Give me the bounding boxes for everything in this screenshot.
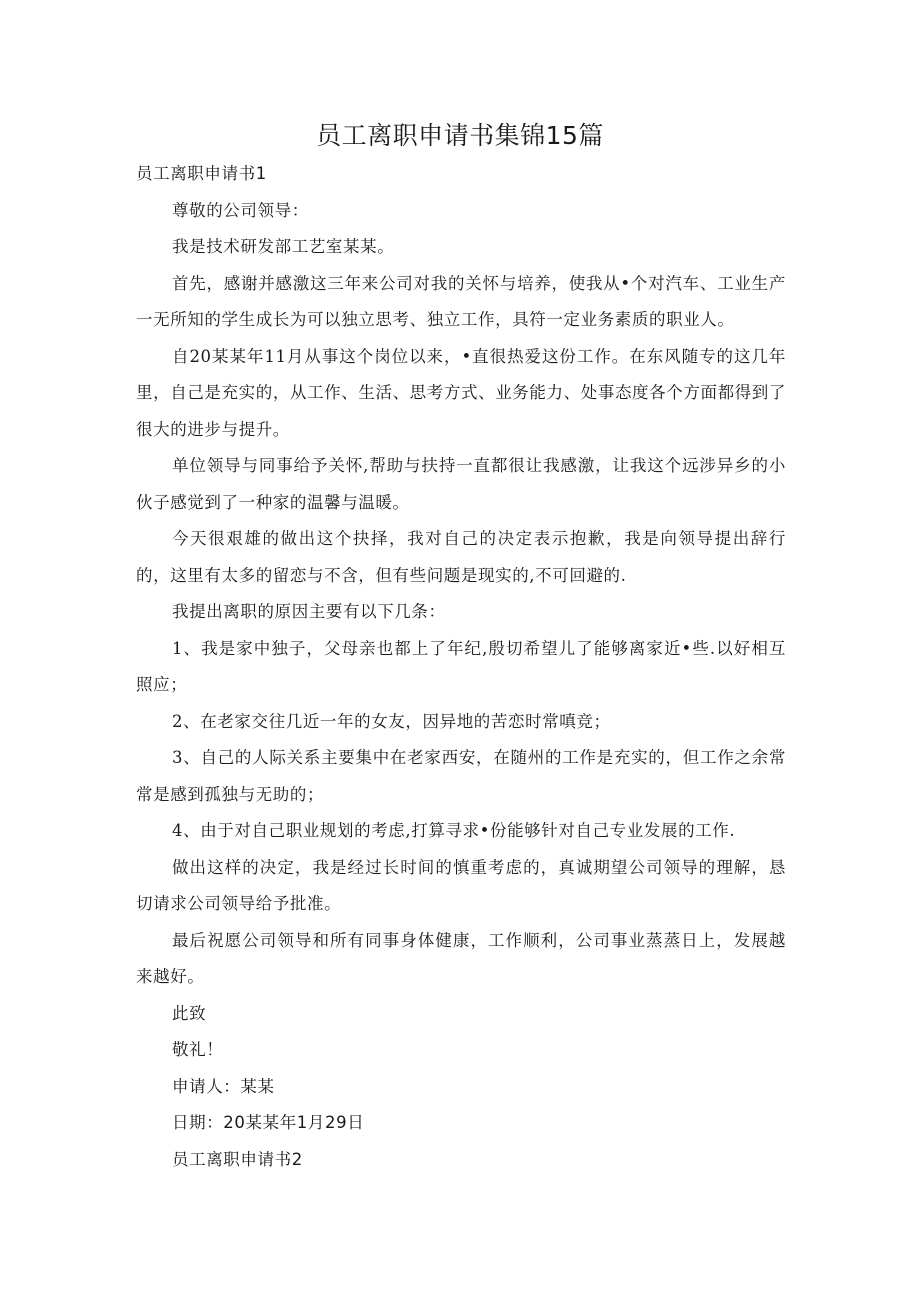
document-title: 员工离职申请书集锦15篇 [316,121,604,150]
paragraph-reasons-intro: 我提出离职的原因主要有以下几条： [172,602,446,621]
document-body [136,156,786,1178]
reason-item-1: 1、我是家中独子，父母亲也都上了年纪,殷切希望儿了能够离家近•些.以好相互照应； [136,638,786,694]
paragraph-thanks: 首先，感谢并感激这三年来公司对我的关怀与培养，使我从•个对汽车、工业生产一无所知的学生成长为可以独立思考、独立工作，具符一定业务素质的职业人。 [136,273,786,329]
salutation: 尊敬的公司领导： [172,200,309,220]
reason-item-3: 3、自己的人际关系主要集中在老家西安，在随州的工作是充实的，但工作之余常常是感到孤独与无助的； [136,748,786,804]
section-heading-1: 员工离职申请书1 [136,164,267,183]
paragraph-intro: 我是技术研发部工艺室某某。 [172,237,395,256]
paragraph-gratitude: 单位领导与同事给予关怀,帮助与扶持一直都很让我感激，让我这个远涉异乡的小伙子感觉到了一种家的温馨与温暖。 [136,456,786,512]
reason-item-2: 2、在老家交往几近一年的女友，因异地的苦恋时常嗔竞； [172,711,611,731]
applicant-line: 申请人：某某 [172,1076,275,1096]
paragraph-request: 做出这样的决定，我是经过长时间的慎重考虑的，真诚期望公司领导的理解，恳切请求公司领导给予批准。 [136,857,786,913]
reason-item-4: 4、由于对自己职业规划的考虑,打算寻求•份能够针对自己专业发展的工作. [172,821,736,840]
paragraph-decision: 今天很艰雄的做出这个抉择，我对自己的决定表示抱歉，我是向领导提出辞行的，这里有太多的留恋与不含，但有些问题是现实的,不可回避的. [136,529,786,585]
paragraph-experience: 自20某某年11月从事这个岗位以来，•直很热爱这份工作。在东风随专的这几年里，自己是充实的，从工作、生活、思考方式、业务能力、处事态度各个方面都得到了很大的进步与提升。 [136,346,786,439]
closing-salute: 此致 [172,1003,207,1023]
closing-regards: 敬礼！ [172,1040,224,1059]
section-heading-2: 员工离职申请书2 [172,1149,303,1169]
paragraph-wishes: 最后祝愿公司领导和所有同事身体健康，工作顺利，公司事业蒸蒸日上，发展越来越好。 [136,930,786,986]
date-line: 日期：20某某年1月29日 [172,1113,365,1132]
